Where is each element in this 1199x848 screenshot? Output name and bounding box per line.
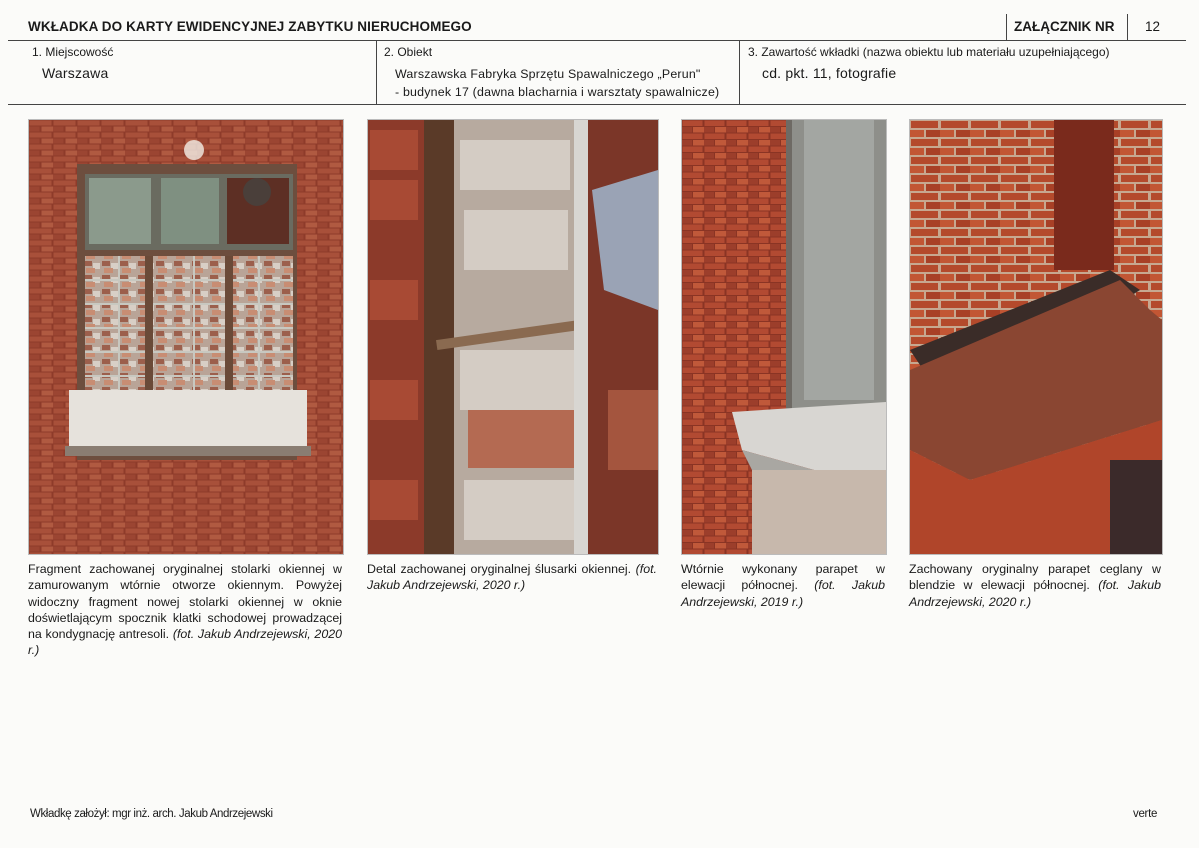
document-title: WKŁADKA DO KARTY EWIDENCYJNEJ ZABYTKU NIERUCHOMEGO	[28, 19, 472, 34]
header-divider	[1127, 14, 1128, 40]
header-rule	[8, 40, 1186, 41]
object-value	[395, 65, 725, 101]
field-divider	[376, 40, 377, 104]
annex-label: ZAŁĄCZNIK NR	[1014, 19, 1115, 34]
object-value-line2: - budynek 17 (dawna blacharnia i warsztaty spawalnicze)	[395, 85, 720, 99]
page-number: 12	[1145, 19, 1161, 34]
photo-original-brick-sill	[909, 119, 1163, 555]
photo-caption	[909, 561, 1161, 610]
photo-credit: (fot. Jakub Andrzejewski, 2020 r.)	[909, 578, 1161, 609]
object-value-line1: Warszawska Fabryka Sprzętu Spawalniczego „Perun"	[395, 67, 701, 81]
caption-text: Detal zachowanej oryginalnej ślusarki okiennej.	[367, 562, 632, 576]
header-divider	[1006, 14, 1007, 40]
contents-label: 3. Zawartość wkładki (nazwa obiektu lub materiału uzupełniającego)	[748, 45, 1110, 59]
verte-note: verte	[1133, 808, 1158, 820]
photo-credit: (fot. Jakub Andrzejewski, 2019 r.)	[681, 578, 885, 609]
photo-caption	[28, 561, 342, 659]
fields-rule	[8, 104, 1186, 105]
locality-value: Warszawa	[42, 65, 109, 81]
field-divider	[739, 40, 740, 104]
author-note: Wkładkę założył: mgr inż. arch. Jakub Andrzejewski	[30, 808, 273, 820]
locality-label: 1. Miejscowość	[32, 45, 114, 59]
photo-steel-frame-detail	[367, 119, 659, 555]
caption-text: Fragment zachowanej oryginalnej stolarki okiennej w zamurowanym wtórnie otworze okiennym. Powyżej widoczny fragment nowej stolarki okiennej w oknie doświetlającym spocznik klatki schodowej prowadzącej na kondygnację antresoli.	[28, 562, 342, 642]
object-label: 2. Obiekt	[384, 45, 433, 59]
photo-bricked-window	[28, 119, 344, 555]
photo-credit: (fot. Jakub Andrzejewski, 2020 r.)	[367, 562, 657, 593]
photo-caption	[367, 561, 657, 594]
photo-caption	[681, 561, 885, 610]
caption-text: Zachowany oryginalny parapet ceglany w blendzie w elewacji północnej.	[909, 562, 1161, 593]
photo-credit: (fot. Jakub Andrzejewski, 2020 r.)	[28, 627, 342, 658]
contents-value: cd. pkt. 11, fotografie	[762, 65, 897, 81]
photo-secondary-sill	[681, 119, 887, 555]
caption-text: Wtórnie wykonany parapet w elewacji północnej.	[681, 562, 885, 593]
